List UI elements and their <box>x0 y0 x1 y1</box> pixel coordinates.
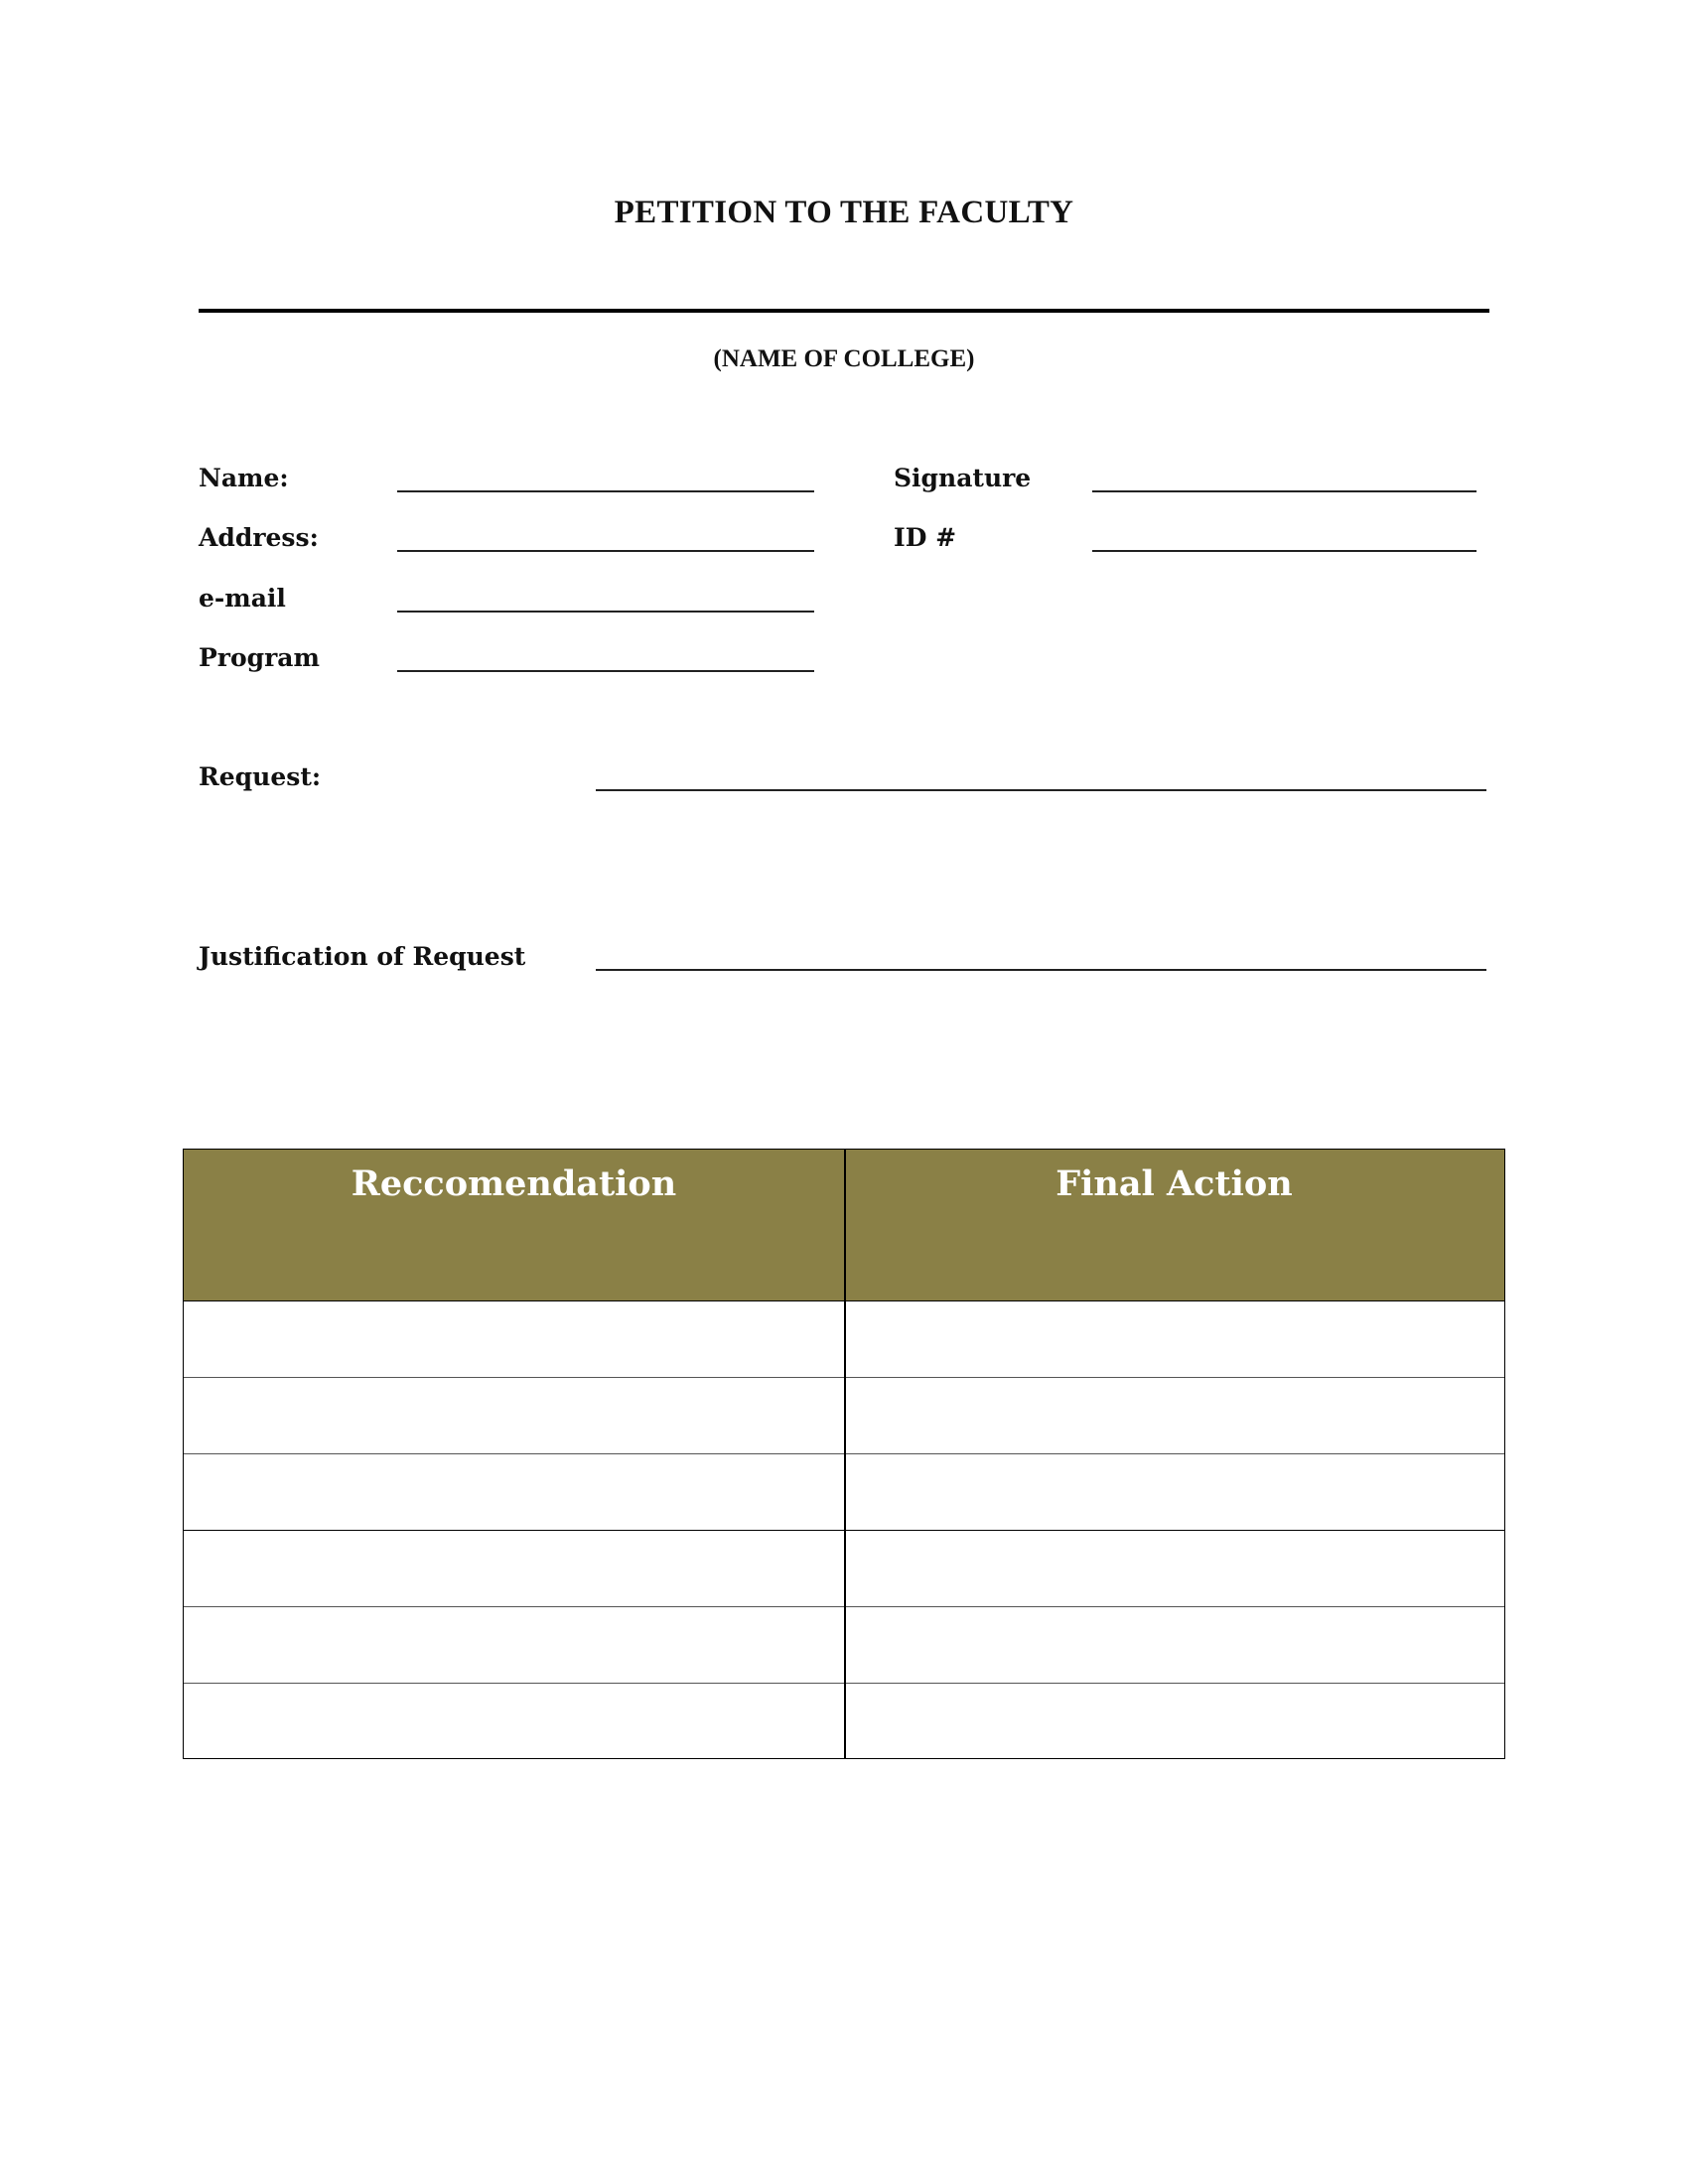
final-action-cell[interactable] <box>845 1378 1504 1453</box>
request-field[interactable] <box>596 789 1486 791</box>
recommendation-cell[interactable] <box>184 1684 844 1760</box>
final-action-cell[interactable] <box>845 1684 1504 1760</box>
column-divider <box>844 1150 846 1758</box>
recommendation-cell[interactable] <box>184 1607 844 1683</box>
address-field[interactable] <box>397 550 814 552</box>
recommendation-cell[interactable] <box>184 1531 844 1606</box>
recommendation-cell[interactable] <box>184 1454 844 1530</box>
recommendation-cell[interactable] <box>184 1378 844 1453</box>
final-action-cell[interactable] <box>845 1454 1504 1530</box>
justification-label: Justification of Request <box>199 942 526 971</box>
final-action-cell[interactable] <box>845 1607 1504 1683</box>
program-label: Program <box>199 643 320 672</box>
justification-field[interactable] <box>596 969 1486 971</box>
id-field[interactable] <box>1092 550 1477 552</box>
name-field[interactable] <box>397 490 814 492</box>
id-label: ID # <box>894 523 957 552</box>
column-header-final-action: Final Action <box>1055 1163 1293 1204</box>
name-label: Name: <box>199 464 289 492</box>
page-title: PETITION TO THE FACULTY <box>614 195 1074 230</box>
college-name: (NAME OF COLLEGE) <box>713 345 975 372</box>
email-field[interactable] <box>397 611 814 613</box>
review-table <box>183 1149 1505 1759</box>
signature-label: Signature <box>894 464 1032 492</box>
request-label: Request: <box>199 762 322 791</box>
signature-field[interactable] <box>1092 490 1477 492</box>
title-rule <box>199 309 1489 313</box>
program-field[interactable] <box>397 670 814 672</box>
recommendation-cell[interactable] <box>184 1301 844 1377</box>
email-label: e-mail <box>199 584 286 613</box>
column-header-recommendation: Reccomendation <box>351 1163 677 1204</box>
final-action-cell[interactable] <box>845 1301 1504 1377</box>
address-label: Address: <box>199 523 319 552</box>
final-action-cell[interactable] <box>845 1531 1504 1606</box>
